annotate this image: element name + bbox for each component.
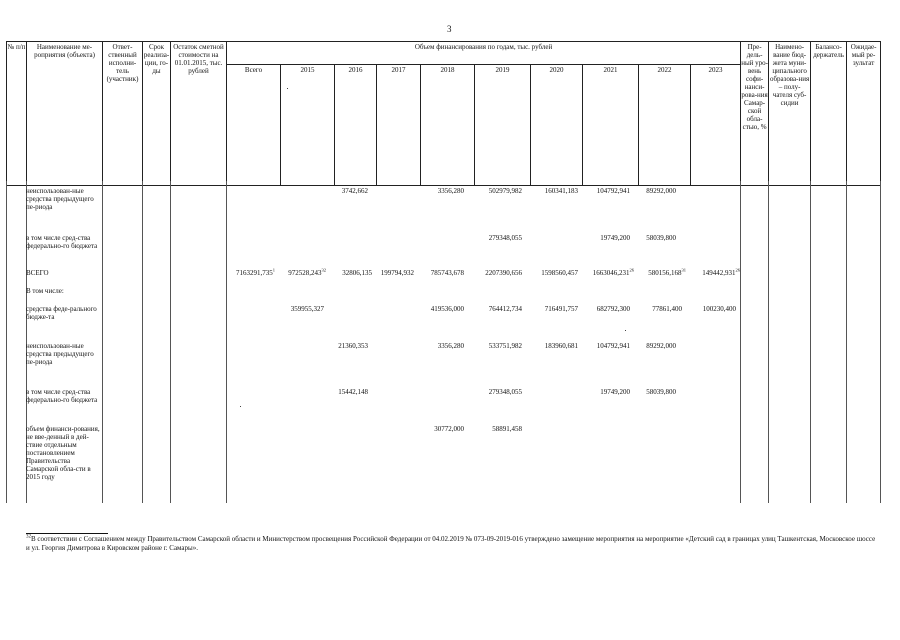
header-year-2022: 2022 — [639, 65, 691, 186]
header-expected-result: Ожидае-мый ре-зультат — [847, 42, 881, 186]
cell-2022: 58039,800 — [646, 234, 676, 242]
page-number: 3 — [447, 24, 452, 34]
cell-2020: 1598560,457 — [541, 269, 578, 277]
header-name: Наименование ме-роприятия (объекта) — [27, 42, 103, 186]
header-year-2020: 2020 — [531, 65, 583, 186]
cell-2023: 149442,931$^{26}$ — [702, 267, 740, 277]
footnote-rule — [26, 533, 108, 534]
cell-2019: 279348,055 — [488, 388, 522, 396]
scan-speck — [240, 406, 241, 407]
scan-speck — [287, 88, 288, 89]
column-divider — [6, 181, 7, 503]
cell-2023: 100230,400 — [702, 305, 736, 313]
header-year-2023: 2023 — [691, 65, 741, 186]
cell-2015: 972528,243$^{32}$ — [288, 267, 326, 277]
header-remaining-cost: Остаток сметной стоимости на 01.01.2015, тыс. рублей — [171, 42, 227, 186]
cell-2016: 15442,148 — [338, 388, 368, 396]
column-divider — [142, 181, 143, 503]
cell-2016: 21360,353 — [338, 342, 368, 350]
row-label: В том числе: — [26, 287, 64, 295]
cell-2018: 30772,000 — [434, 425, 464, 433]
header-year-2018: 2018 — [421, 65, 475, 186]
row-label: ВСЕГО — [26, 269, 49, 277]
header-year-2019: 2019 — [475, 65, 531, 186]
cell-2022: 58039,800 — [646, 388, 676, 396]
cell-2019: 2207390,656 — [485, 269, 522, 277]
cell-2018: 419536,000 — [430, 305, 464, 313]
cell-2018: 3356,280 — [437, 342, 464, 350]
cell-2022: 89292,000 — [646, 342, 676, 350]
cell-2019: 533751,982 — [488, 342, 522, 350]
footnote-text: В соответствии с Соглашением между Правительством Самарской области и Министерством просвещения Российской Федерации от 04.02.2019 № 073-09-2019-016 утверждено замещение мероприятия на мероприятие «Детский сад в границах улиц Ташкентская, Московское шоссе и ул. Георгия Димитрова в Кировском районе г. Самары». — [26, 535, 876, 552]
cell-2022: 580156,168$^{31}$ — [648, 267, 686, 277]
cell-2019: 279348,055 — [488, 234, 522, 242]
cell-2021: 19749,200 — [600, 234, 630, 242]
column-divider — [170, 181, 171, 503]
footnote: $^{32}$В соответствии с Соглашением между Правительством Самарской области и Министерством просвещения Российской Федерации от 04.02.2019 № 073-09-2019-016 утверждено замещение мероприятия на мероприятие «Детский сад в границах улиц Ташкентская, Московское шоссе и ул. Георгия Димитрова в Кировском районе г. Самары». — [26, 534, 876, 552]
column-divider — [768, 181, 769, 503]
cell-2016: 32806,135 — [342, 269, 372, 277]
row-label: в том числе сред-ства федерально-го бюджета — [26, 234, 98, 250]
column-divider — [102, 181, 103, 503]
cell-2020: 716491,757 — [544, 305, 578, 313]
header-year-2017: 2017 — [377, 65, 421, 186]
scan-speck — [625, 330, 626, 331]
row-label: в том числе сред-ства федерально-го бюджета — [26, 388, 98, 404]
column-divider — [846, 181, 847, 503]
cell-2018: 3356,280 — [437, 187, 464, 195]
cell-2021: 19749,200 — [600, 388, 630, 396]
header-balance-holder: Балансо-держатель — [811, 42, 847, 186]
column-divider — [810, 181, 811, 503]
cell-2022: 89292,000 — [646, 187, 676, 195]
cell-2021: 104792,941 — [596, 342, 630, 350]
row-label: средства феде-рального бюдже-та — [26, 305, 97, 321]
header-responsible: Ответ-ственный исполни-тель (участник) — [103, 42, 143, 186]
row-label: неиспользован-ные средства предыдущего пе-риода — [26, 187, 94, 211]
table-header — [6, 41, 881, 186]
cell-2022: 77861,400 — [652, 305, 682, 313]
header-year-2015: 2015 — [281, 65, 335, 186]
column-divider — [880, 181, 881, 503]
column-divider — [740, 181, 741, 503]
header-total: Всего — [227, 65, 281, 186]
header-funding-volume: Объем финансирования по годам, тыс. рублей — [227, 42, 741, 65]
header-number: № п/п — [7, 42, 27, 186]
cell-2019: 58891,458 — [492, 425, 522, 433]
cell-total: 7163291,735$^1$ — [236, 267, 275, 277]
cell-2019: 764412,734 — [488, 305, 522, 313]
header-year-2021: 2021 — [583, 65, 639, 186]
row-label: неиспользован-ные средства предыдущего пе-риода — [26, 342, 94, 366]
cell-2018: 785743,678 — [430, 269, 464, 277]
header-year-2016: 2016 — [335, 65, 377, 186]
header-cofinancing-limit: Пре-дель-ный уро-вень софи-нанси-рова-ния Самар-ской обла-стью, % — [741, 42, 769, 186]
cell-2017: 199794,932 — [380, 269, 414, 277]
cell-2021: 682792,300 — [596, 305, 630, 313]
cell-2020: 183960,681 — [544, 342, 578, 350]
cell-2019: 502979,982 — [488, 187, 522, 195]
cell-2021: 1663046,231$^{26}$ — [592, 267, 634, 277]
cell-2015: 359955,327 — [290, 305, 324, 313]
column-divider — [226, 181, 227, 503]
header-term: Срок реализа-ции, го-ды — [143, 42, 171, 186]
cell-2016: 3742,662 — [341, 187, 368, 195]
header-budget-name: Наимено-вание бюд-жета муни-ципального образова-ния – полу-чателя суб-сидии — [769, 42, 811, 186]
cell-2021: 104792,941 — [596, 187, 630, 195]
cell-2020: 160341,183 — [544, 187, 578, 195]
row-label: объем финанси-рования, не вве-денный в дей-ствие отдельным постановлением Правительства Самарской обла-сти в 2015 году — [26, 425, 100, 481]
